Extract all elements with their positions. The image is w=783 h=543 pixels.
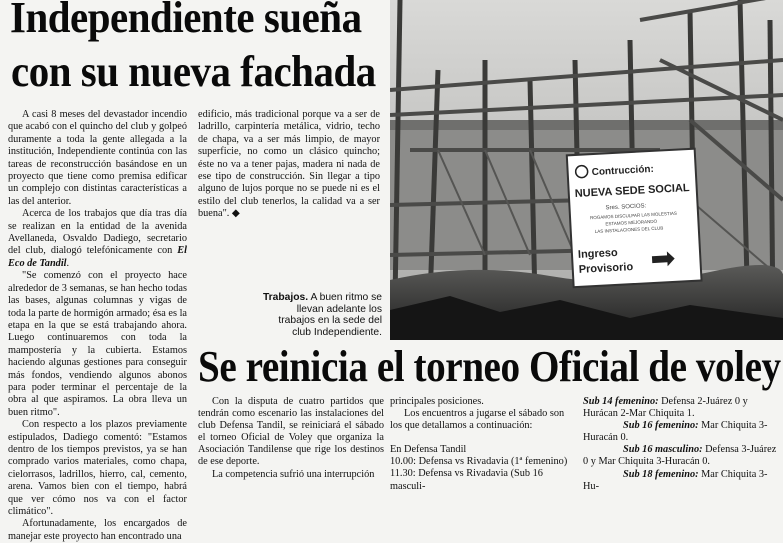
sign-subtitle: NUEVA SEDE SOCIAL bbox=[574, 182, 690, 201]
caption-text: A buen ritmo se llevan adelante los trabajos en la sede del club Independiente. bbox=[278, 292, 382, 338]
newspaper-name: El Eco de Tandil bbox=[8, 245, 187, 269]
sign-addressee: Sres. SOCIOS: bbox=[605, 203, 647, 212]
paragraph: Con la disputa de cuatro partidos que tendrán como escenario las instalaciones del club Defensa Tandil, se reiniciará el sábado el torneo Oficial de Voley que organiza la Asociación Tandilense que rige los destinos de ese deporte. bbox=[198, 396, 384, 468]
result: Sub 16 masculino: Defensa 3-Juárez 0 y Mar Chiquita 3-Huracán 0. bbox=[583, 444, 777, 468]
article-column-1 bbox=[8, 109, 187, 543]
sign-body: ESTAMOS MEJORANDO bbox=[605, 218, 658, 227]
headline-line-2: con su nueva fachada bbox=[11, 47, 376, 96]
paragraph: La competencia sufrió una interrupción bbox=[212, 468, 375, 480]
paragraph: Los encuentros a jugarse el sábado son los que detallamos a continuación: bbox=[390, 408, 565, 432]
headline-line-1: Independiente sueña bbox=[10, 0, 362, 42]
venue: En Defensa Tandil bbox=[390, 444, 467, 456]
result: Hurácan 2-Mar Chiquita 1. bbox=[583, 408, 695, 420]
paragraph: edificio, más tradicional porque va a ser de ladrillo, carpintería metálica, vidrio, techo de chapa, va a ser más limpio, de mayor superficie, no como un clásico quincho; éste no va a tener pajas, madera ni nada de ese tipo de construcción. Sin llegar a tipo alguno de lujos porque no se puede ni es el estilo del club tenerlos, la calidad va a ser buena". ◆ bbox=[198, 109, 380, 220]
paragraph: A casi 8 meses del devastador incendio que acabó con el quincho del club y golpeó duramente a toda la gente allegada a la institución, Independiente continúa con las tareas de reconstrucción basándose en un proyecto que tiene como premisa edificar un complejo con distintas características a las del anterior. bbox=[8, 109, 187, 207]
photo-caption bbox=[260, 292, 382, 338]
sign-body: LAS INSTALACIONES DEL CLUB bbox=[594, 225, 664, 235]
sign-title: Contrucción: bbox=[591, 163, 655, 179]
construction-photo bbox=[390, 0, 783, 340]
voley-column-2 bbox=[390, 396, 575, 493]
spacer bbox=[390, 432, 575, 444]
result: Sub 16 femenino: Mar Chiquita 3-Huracán 0. bbox=[583, 420, 768, 444]
paragraph: Con respecto a los plazos previamente estipulados, Dadiego comentó: "Estamos dentro de los tiempos previstos, ya se han comprado varios materiales, como chapa, cielorrasos, ladrillos, hierro, cal, cemento, arena. Vamos bien con el tiempo, habrá que ver cómo nos va con el factor climático". bbox=[8, 419, 187, 517]
voley-column-1 bbox=[198, 396, 384, 481]
arrow-right-icon: ➡ bbox=[649, 240, 677, 278]
paragraph: Afortunadamente, los encargados de manejar este proyecto han encontrado una bbox=[8, 518, 187, 542]
paragraph: principales posiciones. bbox=[390, 396, 484, 407]
match: 11.30: Defensa vs Rivadavia (Sub 16 masculi- bbox=[390, 468, 543, 492]
construction-scene bbox=[390, 0, 783, 340]
headline-voley: Se reinicia el torneo Oficial de voley bbox=[198, 342, 781, 391]
voley-column-3 bbox=[583, 396, 783, 493]
article-column-2 bbox=[198, 109, 380, 221]
sign-body: ROGAMOS DISCULPAR LAS MOLESTIAS bbox=[589, 210, 678, 221]
match: 10.00: Defensa vs Rivadavia (1ª femenino) bbox=[390, 456, 568, 468]
sign-ingreso: Ingreso bbox=[577, 246, 619, 261]
paragraph: "Se comenzó con el proyecto hace alrededor de 3 semanas, se han hecho todas las bases, algunas columnas y vigas de toda la parte de hormigón armado; ésa es la etapa en la que se está trabajando ahora. Luego continuaremos con toda la mampostería y la cubierta. Estamos haciendo algunas gestiones para conseguir más fondos, vendiendo algunos abonos para poder terminar el percentaje de la obra al que aspiramos. La obra lleva un buen ritmo". bbox=[8, 270, 187, 418]
result: Sub 18 femenino: Mar Chiquita 3-Hu- bbox=[583, 468, 768, 492]
caption-lead: Trabajos. bbox=[262, 292, 309, 303]
paragraph: Acerca de los trabajos que día tras día se realizan en la entidad de la avenida Avellaneda, Osvaldo Dadiego, secretario del club, dialogó telefónicamente con El Eco de Tandil. bbox=[8, 208, 187, 269]
paragraph-text: Acerca de los trabajos que día tras día se realizan en la entidad de la avenida Avellaneda, Osvaldo Dadiego, secretario del club, dialogó telefónicamente con bbox=[8, 208, 187, 257]
sign-provisorio: Provisorio bbox=[578, 261, 634, 276]
result: Sub 14 femenino: Defensa 2-Juárez 0 y bbox=[583, 396, 748, 407]
